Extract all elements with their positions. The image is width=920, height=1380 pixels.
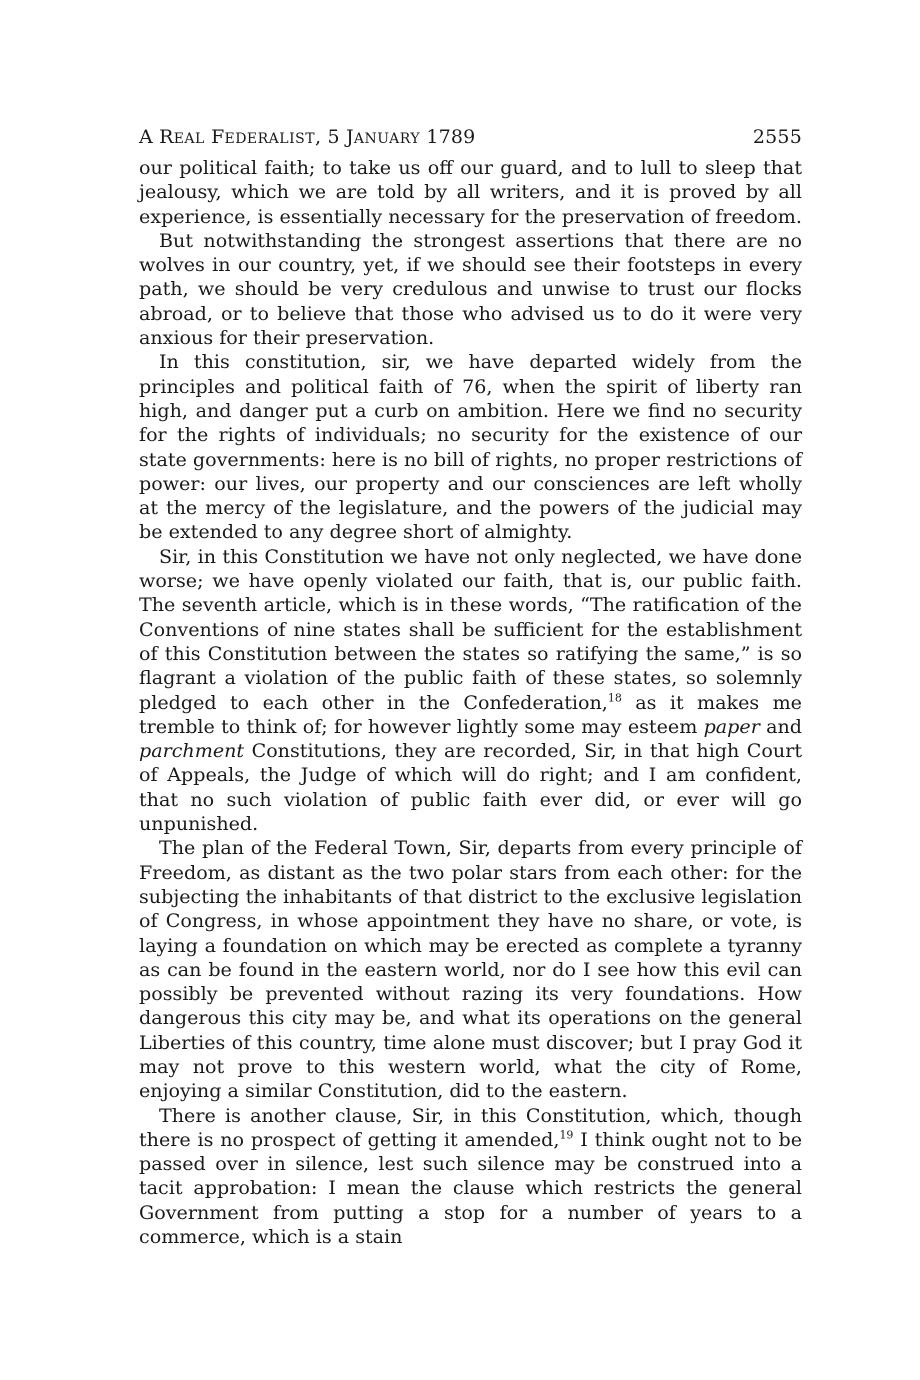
paragraph-4-text: and	[759, 714, 802, 738]
paragraph-4-text: Sir, in this Constitution we have not only neglected, we have done worse; we have openly violated our faith, that is, our public faith. The seventh article, which is in these words, “The ratification of the Conventions of nine states shall be sufficient for the establishment of this Constitution between the states so ratifying the same,” is so flagrant a violation of the public faith of these states, so solemnly pledged to each other in the Confederation,	[139, 544, 802, 714]
paragraph-4-text: as it makes me tremble to think of; for however lightly some may esteem	[139, 690, 802, 738]
footnote-ref-19[interactable]: 19	[559, 1128, 574, 1142]
title-part: EDERALIST	[224, 131, 316, 147]
emphasis-parchment: parchment	[139, 739, 245, 763]
paragraph-4-text: Constitutions, they are recorded, Sir, in that high Court of Appeals, the Judge of which will do right; and I am confident, that no such violation of public faith ever did, or ever will go unpunished.	[139, 739, 802, 836]
paragraph-3: In this constitution, sir, we have departed widely from the principles and political faith of 76, when the spirit of liberty ran high, and danger put a curb on ambition. Here we find no security for the rights of individuals; no security for the existence of our state governments: here is no bill of rights, no proper restrictions of power: our lives, our property and our consciences are left wholly at the mercy of the legislature, and the powers of the judicial may be extended to any degree short of almighty.	[139, 350, 802, 544]
paragraph-6-text: I think ought not to be passed over in silence, lest such silence may be construed into a tacit approbation: I mean the clause which restricts the general Government from putting a stop for a number of years to a commerce, which is a stain	[139, 1127, 803, 1249]
paragraph-6	[139, 1104, 802, 1250]
title-part: F	[211, 126, 225, 148]
page-number: 2555	[752, 126, 802, 148]
title-part: 1789	[420, 126, 476, 148]
body-text	[139, 156, 802, 1249]
footnote-ref-18[interactable]: 18	[607, 691, 622, 705]
emphasis-paper: paper	[703, 714, 760, 738]
paragraph-2: But notwithstanding the strongest assertions that there are no wolves in our country, yet, if we should see their footsteps in every path, we should be very credulous and unwise to trust our flocks abroad, or to believe that those who advised us to do it were very anxious for their preservation.	[139, 228, 802, 350]
document-page	[139, 118, 802, 1249]
title-part: ANUARY	[353, 131, 421, 147]
title-part: R	[159, 126, 174, 148]
paragraph-5: The plan of the Federal Town, Sir, departs from every principle of Freedom, as distant as the two polar stars from each other: for the subjecting the inhabitants of that district to the exclusive legislation of Congress, in whose appointment they have no share, or vote, is laying a foundation on which may be erected as complete a tyranny as can be found in the eastern world, nor do I see how this evil can possibly be prevented without razing its very foundations. How dangerous this city may be, and what its operations on the general Liberties of this country, time alone must discover; but I pray God it may not prove to this western world, what the city of Rome, enjoying a similar Constitution, did to the eastern.	[139, 836, 802, 1103]
paragraph-4	[139, 545, 802, 837]
running-header	[139, 118, 802, 156]
title-part: EAL	[173, 131, 205, 147]
title-part: A	[139, 126, 153, 148]
paragraph-1: our political faith; to take us off our guard, and to lull to sleep that jealousy, which we are told by all writers, and it is proved by all experience, is essentially necessary for the preservation of freedom.	[139, 156, 802, 228]
title-part: , 5 J	[315, 126, 354, 148]
running-title	[139, 118, 475, 158]
paragraph-6-text: There is another clause, Sir, in this Constitution, which, though there is no prospect of getting it amended,	[139, 1103, 802, 1151]
